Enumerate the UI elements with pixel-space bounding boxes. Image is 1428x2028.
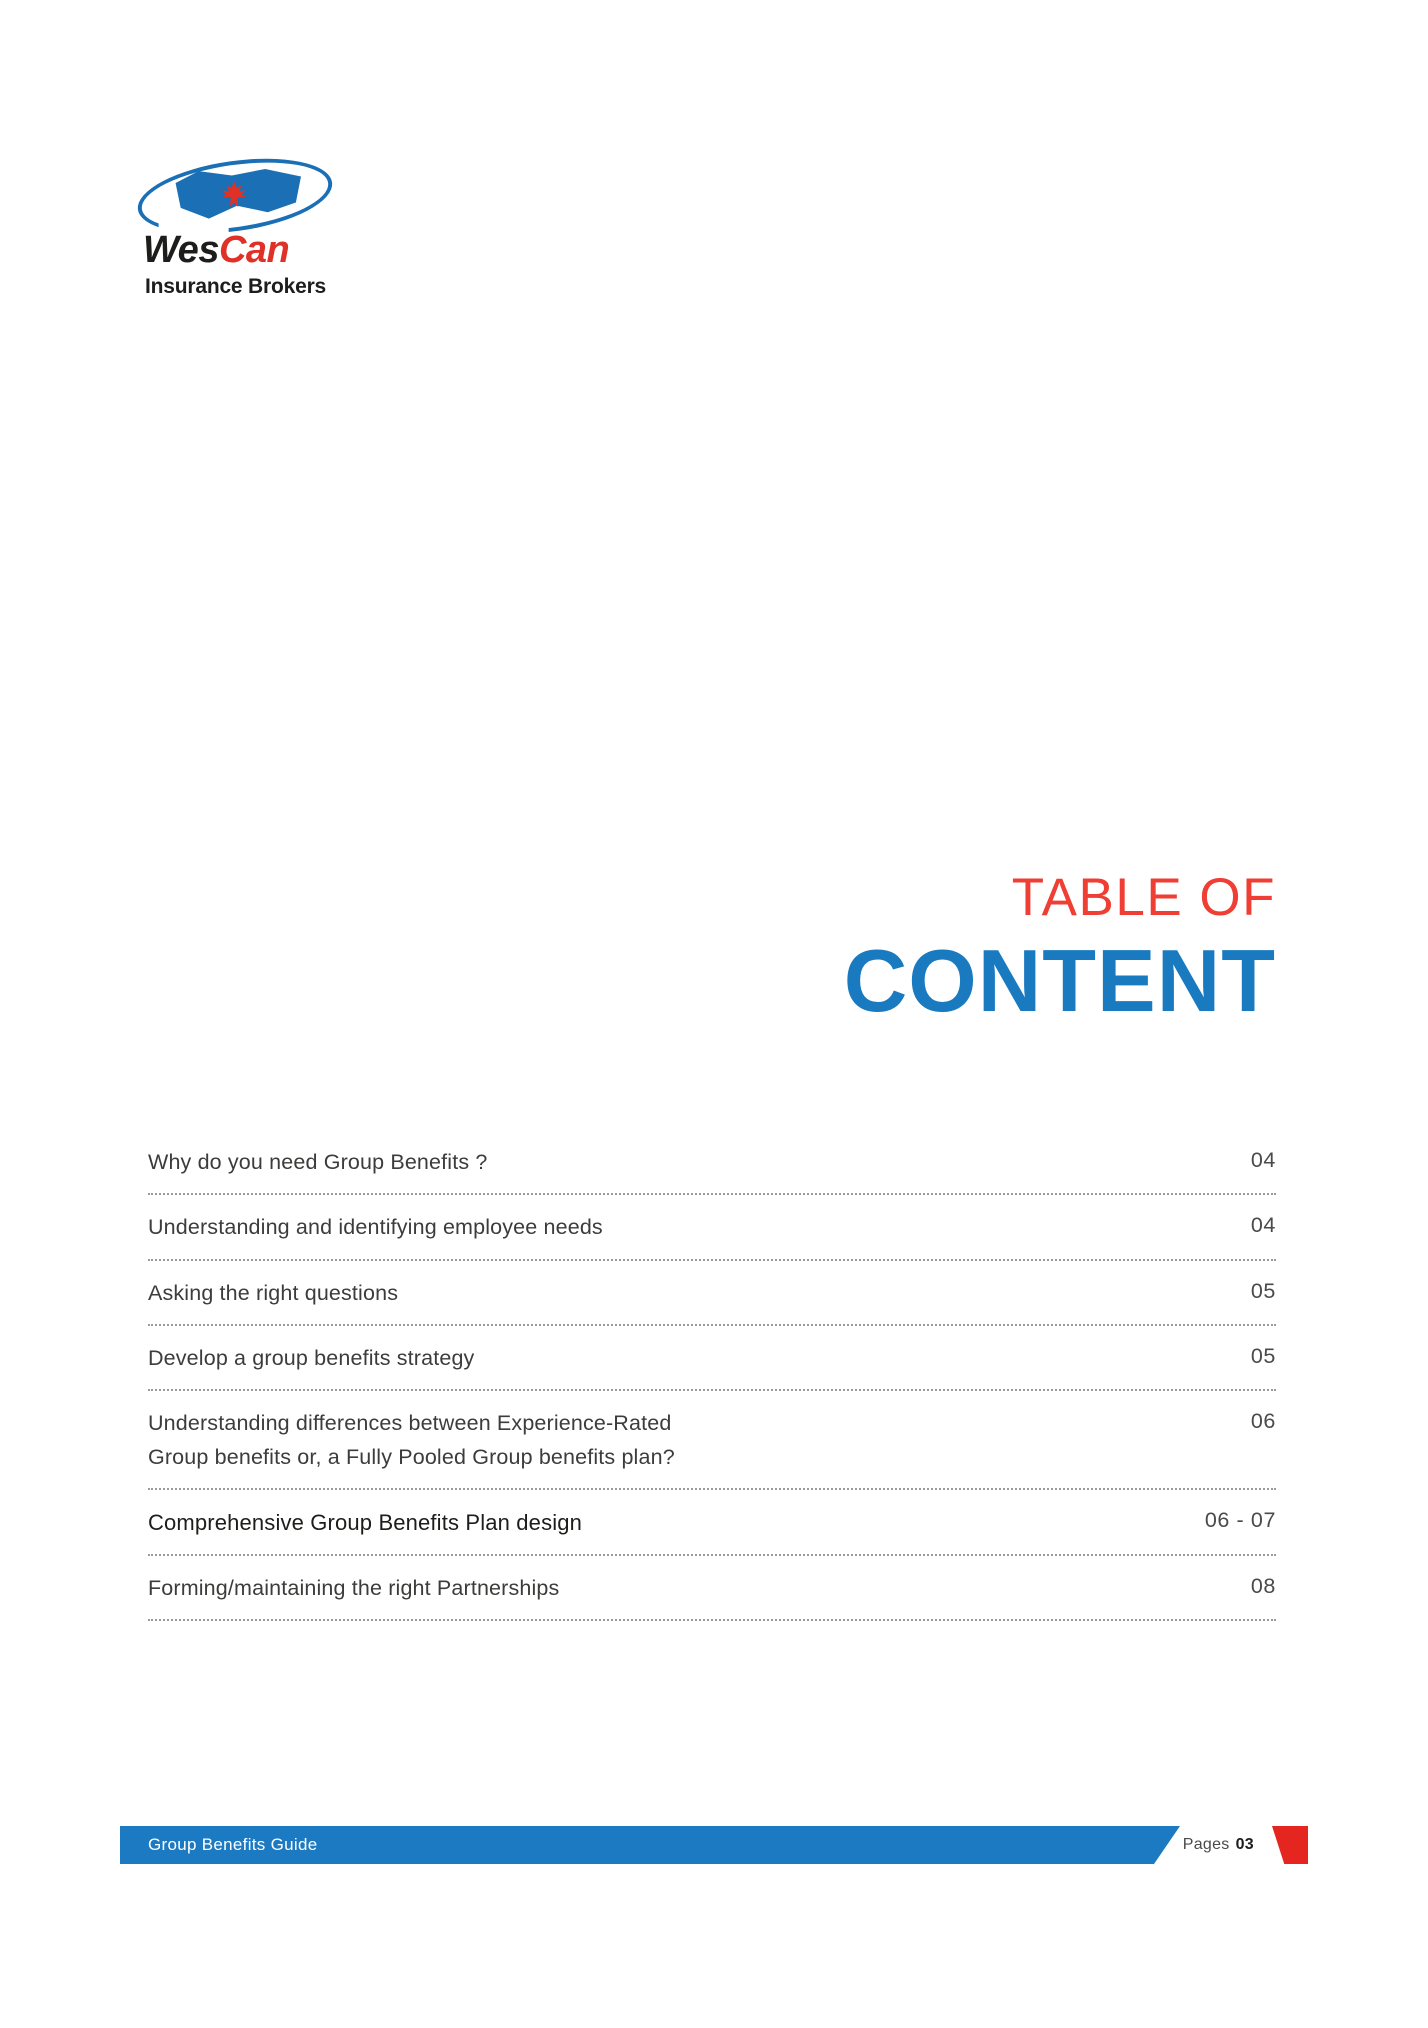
toc-entry[interactable] xyxy=(148,1490,1276,1556)
toc-entry-label: Develop a group benefits strategy xyxy=(148,1345,475,1370)
toc-entry-page: 08 xyxy=(1250,1573,1276,1598)
toc-entry-page: 05 xyxy=(1250,1278,1276,1303)
toc-entry[interactable] xyxy=(148,1326,1276,1391)
footer-page-indicator xyxy=(1183,1836,1254,1854)
toc-entry[interactable] xyxy=(148,1140,1276,1195)
toc-entry-label: Understanding and identifying employee needs xyxy=(148,1215,603,1240)
toc-entry-page: 06 xyxy=(1250,1409,1276,1434)
logo-wordmark-part2: Can xyxy=(218,229,290,271)
table-of-contents xyxy=(148,1140,1276,1621)
page-title-line1: TABLE OF xyxy=(1011,868,1276,927)
logo-wordmark-part1: Wes xyxy=(143,229,219,271)
logo-wordmark xyxy=(143,229,289,272)
page-title-line2: CONTENT xyxy=(843,930,1276,1030)
toc-entry-label-line1: Understanding differences between Experience-Rated xyxy=(148,1411,672,1436)
toc-entry[interactable] xyxy=(148,1391,1276,1490)
toc-entry-label: Asking the right questions xyxy=(148,1280,399,1305)
toc-entry-page: 04 xyxy=(1250,1213,1276,1238)
toc-entry-label: Why do you need Group Benefits ? xyxy=(148,1150,488,1174)
toc-entry[interactable] xyxy=(148,1556,1276,1621)
toc-entry-label-line2: Group benefits or, a Fully Pooled Group benefits plan? xyxy=(148,1444,675,1469)
logo-mark xyxy=(137,155,337,298)
logo-subtitle: Insurance Brokers xyxy=(145,275,327,298)
toc-entry-label: Forming/maintaining the right Partnerships xyxy=(148,1575,560,1600)
company-logo xyxy=(137,155,347,298)
toc-entry[interactable] xyxy=(148,1195,1276,1260)
toc-entry-label xyxy=(148,1407,675,1474)
toc-entry-page: 05 xyxy=(1250,1343,1276,1368)
page-footer xyxy=(120,1826,1308,1864)
footer-document-title: Group Benefits Guide xyxy=(148,1835,318,1854)
footer-accent-triangle-icon xyxy=(1272,1826,1308,1864)
toc-entry-page: 04 xyxy=(1250,1148,1276,1172)
page-title xyxy=(844,870,1276,1030)
toc-entry-label: Comprehensive Group Benefits Plan design xyxy=(148,1509,583,1535)
footer-page-number: 03 xyxy=(1235,1836,1254,1853)
toc-entry[interactable] xyxy=(148,1261,1276,1326)
footer-pages-label: Pages xyxy=(1182,1836,1230,1853)
toc-entry-page: 06 - 07 xyxy=(1204,1507,1276,1532)
